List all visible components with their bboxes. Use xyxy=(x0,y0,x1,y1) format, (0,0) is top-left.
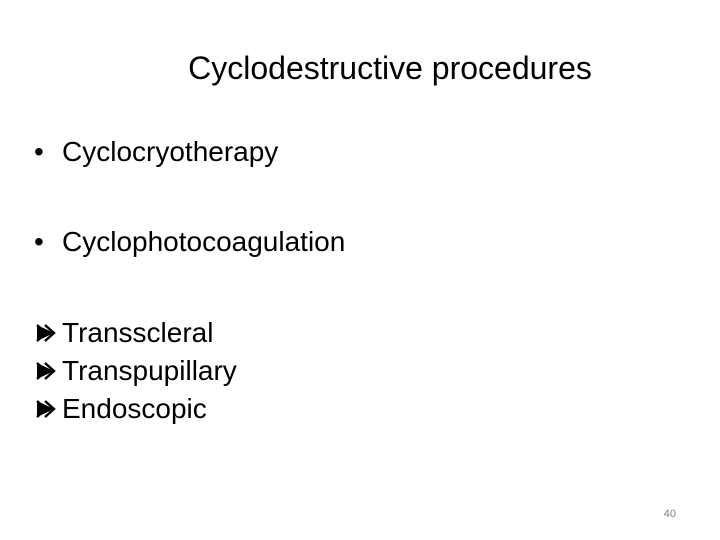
sub-item-text: Transscleral xyxy=(62,317,214,348)
sub-item-text: Transpupillary xyxy=(62,355,237,386)
page-number: 40 xyxy=(663,508,676,520)
bullet-item-cyclocryotherapy xyxy=(34,135,278,169)
bullet-item-cyclophotocoagulation xyxy=(34,225,345,259)
bullet-marker: • xyxy=(34,136,44,167)
sub-item-transpupillary xyxy=(34,352,237,390)
bullet-text: Cyclocryotherapy xyxy=(62,136,279,167)
sub-bullet-list xyxy=(34,314,237,428)
arrow-bullet-icon xyxy=(34,397,58,421)
slide-title: Cyclodestructive procedures xyxy=(188,50,592,86)
sub-item-text: Endoscopic xyxy=(62,393,207,424)
bullet-text: Cyclophotocoagulation xyxy=(62,226,346,257)
sub-item-endoscopic xyxy=(34,390,237,428)
arrow-bullet-icon xyxy=(34,321,58,345)
bullet-marker: • xyxy=(34,226,44,257)
arrow-bullet-icon xyxy=(34,359,58,383)
sub-item-transscleral xyxy=(34,314,237,352)
